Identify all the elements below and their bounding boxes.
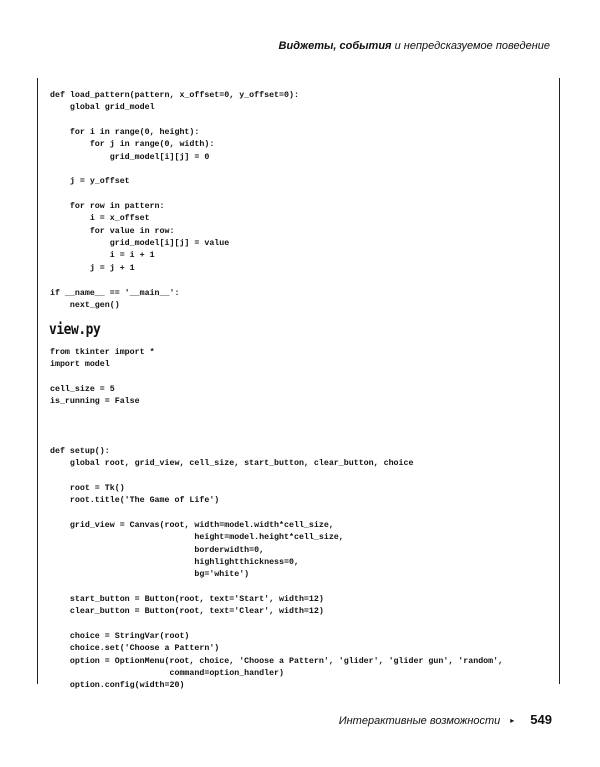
code-line: command=option_handler) (50, 668, 285, 678)
code-line: grid_model[i][j] = value (50, 239, 230, 249)
code-line: is_running = False (50, 397, 140, 407)
code-line: option = OptionMenu(root, choice, 'Choose a Pattern', 'glider', 'glider gun', 'random', (50, 656, 504, 666)
code-line: for value in row: (50, 226, 175, 236)
code-line: choice.set('Choose a Pattern') (50, 644, 220, 654)
code-line: cell_size = 5 (50, 385, 115, 395)
code-line: import model (50, 360, 110, 370)
code-line: def load_pattern(pattern, x_offset=0, y_offset=0): (50, 91, 299, 100)
code-line: option.config(width=20) (50, 681, 185, 691)
code-line: clear_button = Button(root, text='Clear', width=12) (50, 607, 324, 617)
code-line: j = y_offset (50, 177, 130, 187)
code-line: for i in range(0, height): (50, 128, 200, 138)
code-line: root.title('The Game of Life') (50, 496, 220, 506)
code-line: for row in pattern: (50, 202, 165, 212)
code-line: bg='white') (50, 570, 250, 580)
running-head-subtitle: непредсказуемое поведение (403, 40, 550, 52)
running-head (279, 40, 550, 52)
code-line: start_button = Button(root, text='Start', width=12) (50, 594, 324, 604)
code-line: grid_model[i][j] = 0 (50, 152, 210, 162)
code-line: for j in range(0, width): (50, 140, 215, 150)
code-line: grid_view = Canvas(root, width=model.width*cell_size, (50, 520, 334, 530)
code-block-view-py (50, 347, 503, 693)
code-line: i = i + 1 (50, 251, 155, 261)
code-line: root = Tk() (50, 483, 125, 493)
code-line: i = x_offset (50, 214, 150, 224)
code-line: from tkinter import * (50, 348, 155, 357)
code-block-model-end (50, 90, 299, 312)
code-line: global grid_model (50, 103, 155, 113)
code-line: next_gen() (50, 300, 120, 310)
code-line: borderwidth=0, (50, 545, 265, 555)
running-head-chapter: Виджеты, события (278, 40, 392, 52)
section-heading-view-py: view.py (49, 320, 101, 338)
running-head-connector: и (391, 40, 404, 52)
page-footer (339, 712, 552, 727)
code-line: height=model.height*cell_size, (50, 533, 344, 543)
code-line: def setup(): (50, 446, 110, 456)
code-line: global root, grid_view, cell_size, start_button, clear_button, choice (50, 459, 414, 469)
footer-section-title: Интерактивные возможности (338, 715, 501, 727)
footer-arrow-icon: ▸ (510, 716, 515, 725)
code-line: if __name__ == '__main__': (50, 288, 180, 298)
code-line: highlightthickness=0, (50, 557, 299, 567)
code-line: choice = StringVar(root) (50, 631, 190, 641)
code-line: j = j + 1 (50, 263, 135, 273)
page-number: 549 (530, 712, 552, 727)
